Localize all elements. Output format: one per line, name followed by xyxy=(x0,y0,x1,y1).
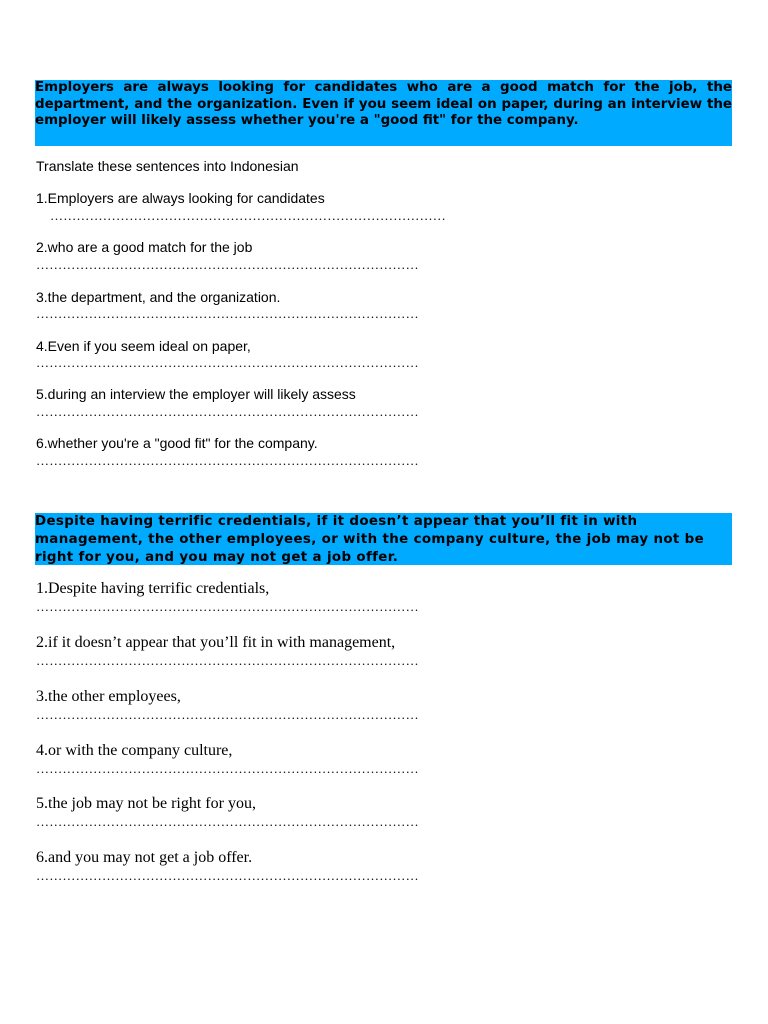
sentence-item-2: 2.who are a good match for the job xyxy=(36,239,253,255)
sentence-item-4: 4.Even if you seem ideal on paper, xyxy=(36,338,251,354)
sentence-item-9: 3.the other employees, xyxy=(36,688,181,705)
sentence-item-10: 4.or with the company culture, xyxy=(36,742,233,759)
answer-line-3: …………………………………………………………………………… xyxy=(36,306,419,321)
answer-line-1: ……………………………………………………………………………… xyxy=(50,208,446,223)
answer-line-8: …………………………………………………………………………… xyxy=(36,653,419,668)
answer-line-7: …………………………………………………………………………… xyxy=(36,599,419,614)
instruction-text: Translate these sentences into Indonesian xyxy=(36,158,299,174)
answer-line-12: …………………………………………………………………………… xyxy=(36,868,419,883)
sentence-item-11: 5.the job may not be right for you, xyxy=(36,795,256,812)
sentence-item-6: 6.whether you're a "good fit" for the company. xyxy=(36,435,318,451)
answer-line-6: …………………………………………………………………………… xyxy=(36,453,419,468)
sentence-item-7: 1.Despite having terrific credentials, xyxy=(36,580,270,597)
answer-line-5: …………………………………………………………………………… xyxy=(36,404,419,419)
sentence-item-5: 5.during an interview the employer will likely assess xyxy=(36,386,356,402)
sentence-item-8: 2.if it doesn’t appear that you’ll fit in with management, xyxy=(36,634,396,651)
sentence-item-1: 1.Employers are always looking for candidates xyxy=(36,190,325,206)
answer-line-11: …………………………………………………………………………… xyxy=(36,814,419,829)
answer-line-2: …………………………………………………………………………… xyxy=(36,257,419,272)
highlighted-passage-1: Employers are always looking for candidates who are a good match for the job, the department, and the organization. Even if you seem ideal on paper, during an interview the employer will likely assess whether you're a "good fit" for the company. xyxy=(35,80,732,146)
sentence-item-12: 6.and you may not get a job offer. xyxy=(36,849,253,866)
answer-line-9: …………………………………………………………………………… xyxy=(36,707,419,722)
highlighted-passage-2: Despite having terrific credentials, if it doesn’t appear that you’ll fit in with management, the other employees, or with the company culture, the job may not be right for you, and you may not get a job offer. xyxy=(35,513,732,565)
answer-line-10: …………………………………………………………………………… xyxy=(36,761,419,776)
sentence-item-3: 3.the department, and the organization. xyxy=(36,289,281,305)
answer-line-4: …………………………………………………………………………… xyxy=(36,355,419,370)
